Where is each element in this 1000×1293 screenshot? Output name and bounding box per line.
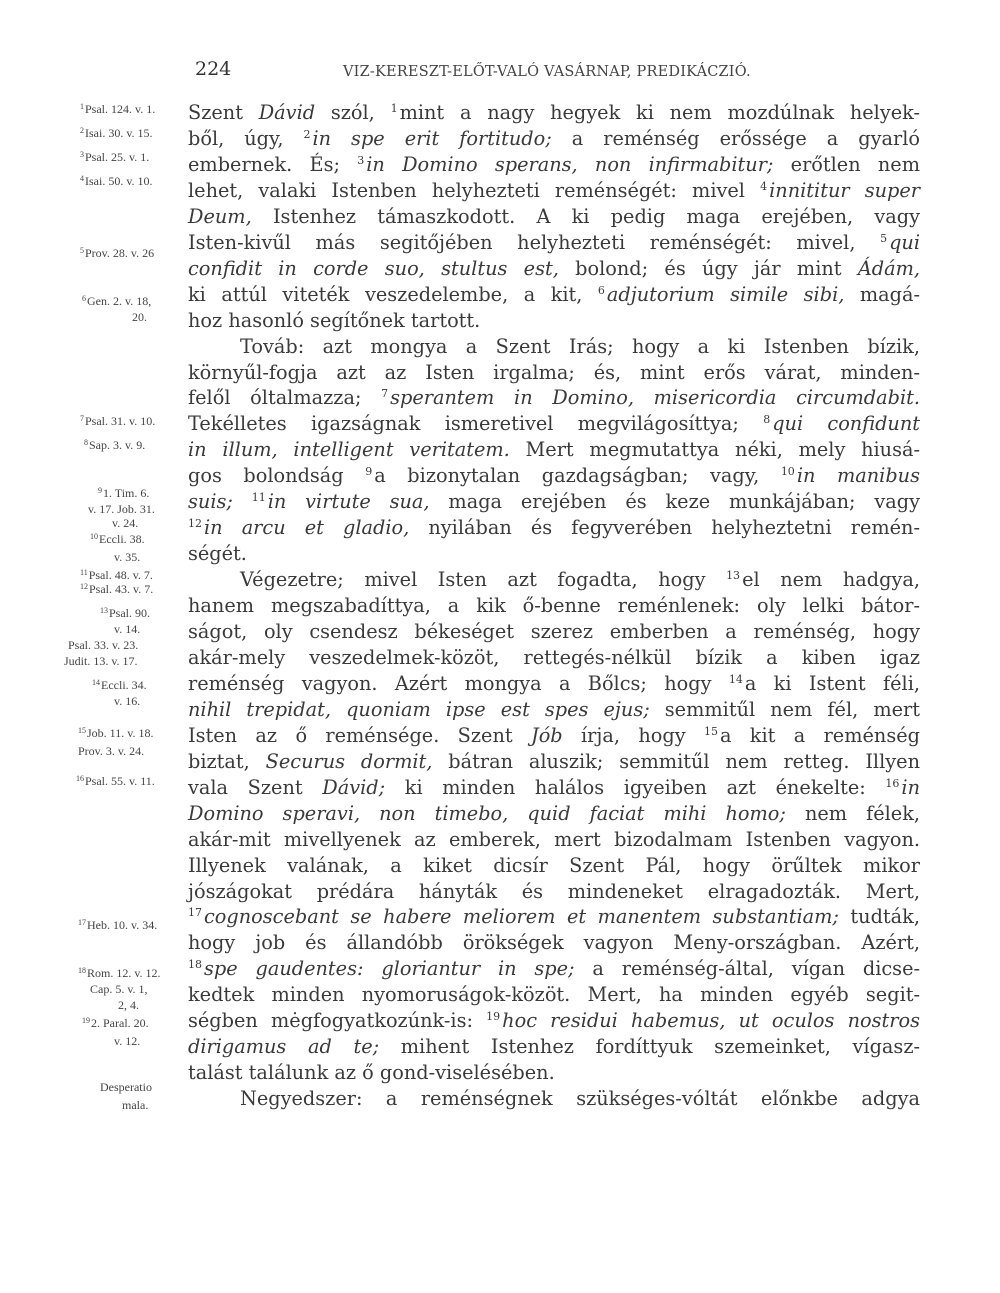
text-line: akár-mit mivellyenek az emberek, mert bizodalmam Istenben vagyon. (188, 827, 920, 851)
text-line: Tekélletes igazságnak ismeretivel megvilágosíttya; $^8$ qui confidunt (188, 412, 921, 436)
margin-note: $^5$Prov. 28. v. 26 (80, 246, 155, 260)
margin-note: Psal. 33. v. 23. (68, 638, 139, 652)
text-line: $^{12}$ in arcu et gladio, nyilában és fegyverében helyheztetni remén- (188, 516, 920, 540)
margin-note: $^6$Gen. 2. v. 18, (82, 294, 152, 308)
text-line: lehet, valaki Istenben helyhezteti reménségét: mivel $^4$ innititur super (188, 178, 920, 202)
text-line: hogy job és állandóbb örökségek vagyon Meny-országban. Azért, (188, 931, 920, 955)
text-line: Szent Dávid szól, $^1$ mint a nagy hegyek ki nem mozdúlnak helyek- (188, 101, 921, 124)
margin-note: $^7$Psal. 31. v. 10. (80, 414, 156, 428)
margin-note: $^{18}$Rom. 12. v. 12. (78, 966, 161, 980)
text-line: biztat, Securus dormit, bátran aluszik; semmitűl nem retteg. Illyen (188, 749, 920, 773)
margin-note: Desperatio (100, 1080, 152, 1094)
margin-note: $^{16}$Psal. 55. v. 11. (76, 774, 155, 788)
margin-note: $^{19}$2. Paral. 20. (82, 1016, 149, 1030)
margin-note: $^1$Psal. 124. v. 1. (80, 102, 156, 116)
margin-note: v. 12. (114, 1034, 141, 1048)
margin-note: Cap. 5. v. 1, (90, 982, 148, 996)
margin-note: $^2$Isai. 30. v. 15. (80, 126, 153, 140)
text-line: gos bolondság $^9$ a bizonytalan gazdagságban; vagy, $^{10}$ in manibus (188, 464, 920, 488)
margin-note: v. 14. (114, 622, 141, 636)
text-line: ségben mėgfogyatkozúnk-is: $^{19}$ hoc residui habemus, ut oculos nostros (188, 1009, 921, 1033)
margin-note: $^{15}$Job. 11. v. 18. (78, 726, 154, 740)
text-line: dirigamus ad te; mihent Istenhez fordíttyuk szemeinket, vígasz- (188, 1035, 920, 1059)
margin-note: $^{14}$Eccli. 34. (92, 678, 147, 692)
text-line: confidit in corde suo, stultus est, bolond; és úgy jár mint Ádám, (188, 256, 920, 280)
text-line: in illum, intelligent veritatem. Mert megmutattya néki, mely hiusá- (188, 438, 920, 462)
text-line: ségét. (188, 542, 247, 566)
text-line: ki attúl viteték veszedelembe, a kit, $^6$ adjutorium simile sibi, magá- (188, 282, 920, 306)
margin-note: $^4$Isai. 50. v. 10. (80, 174, 153, 188)
text-line: nihil trepidat, quoniam ipse est spes ejus; semmitűl nem fél, mert (188, 697, 920, 721)
text-line: kedtek minden nyomoruságok-közöt. Mert, ha minden egyéb segit- (188, 983, 920, 1007)
text-line: jószágokat prédára hányták és mindeneket elragadozták. Mert, (188, 879, 920, 903)
text-line: embernek. És; $^3$ in Domino sperans, non infirmabitur; erőtlen nem (188, 152, 920, 176)
margin-note: v. 16. (114, 694, 141, 708)
margin-note: 2, 4. (118, 998, 139, 1012)
margin-note: mala. (122, 1098, 149, 1112)
text-line: Deum, Istenhez támaszkodott. A ki pedig maga erejében, vagy (188, 204, 920, 228)
text-line: vala Szent Dávid; ki minden halálos igyeiben azt énekelte: $^{16}$ in (188, 775, 920, 799)
margin-note: $^8$Sap. 3. v. 9. (84, 438, 146, 452)
margin-note: Judit. 13. v. 17. (64, 654, 138, 668)
text-line: Továb: azt mongya a Szent Irás; hogy a ki Istenben bízik, (240, 334, 920, 358)
text-line: talást találunk az ő gond-viselésében. (188, 1061, 555, 1085)
text-line: ből, úgy, $^2$ in spe erit fortitudo; a reménség erőssége a gyarló (188, 126, 921, 150)
text-line: hanem megszabadíttya, a kik ő-benne reménlenek: oly lelki bátor- (188, 594, 920, 618)
text-line: Negyedszer: a reménségnek szükséges-vóltát előnkbe adgya (240, 1087, 920, 1111)
text-line: akár-mely veszedelmek-közöt, rettegés-nélkül bízik a kiben igaz (188, 645, 920, 669)
text-line: Illyenek valának, a kiket dicsír Szent Pál, hogy örűltek mikor (188, 853, 920, 877)
margin-note: $^9$1. Tim. 6. (98, 486, 150, 500)
text-line: hoz hasonló segítőnek tartott. (188, 308, 481, 332)
text-line: ságot, oly csendesz békeséget szerez emberben a reménség, hogy (188, 620, 920, 643)
text-line: reménség vagyon. Azért mongya a Bőlcs; hogy $^{14}$ a ki Istent féli, (188, 671, 920, 695)
page-number: 224 (195, 58, 232, 80)
text-line: $^{18}$ spe gaudentes: gloriantur in spe; a reménség-által, vígan dicse- (188, 957, 921, 981)
margin-note: $^{10}$Eccli. 38. (90, 532, 145, 546)
margin-note: $^{13}$Psal. 90. (100, 606, 151, 620)
margin-note: Prov. 3. v. 24. (78, 744, 145, 758)
text-line: suis; $^{11}$ in virtute sua, maga erejében és keze munkájában; vagy (188, 490, 920, 514)
text-line: Domino speravi, non timebo, quid faciat mihi homo; nem félek, (188, 801, 921, 825)
margin-note: v. 17. Job. 31. (88, 502, 155, 516)
margin-note: $^3$Psal. 25. v. 1. (80, 150, 150, 164)
margin-note: 20. (132, 310, 147, 324)
text-line: Isten-kivűl más segitőjében helyhezteti reménségét: mivel, $^5$ qui (188, 230, 920, 254)
text-line: felől óltalmazza; $^7$ sperantem in Domino, misericordia circumdabit. (188, 386, 920, 410)
text-line: Isten az ő reménsége. Szent Jób írja, hogy $^{15}$ a kit a reménség (188, 723, 920, 747)
margin-note: $^{11}$Psal. 48. v. 7. (80, 568, 153, 582)
margin-note: v. 35. (114, 550, 141, 564)
margin-note: $^{17}$Heb. 10. v. 34. (78, 918, 158, 932)
text-line: Végezetre; mivel Isten azt fogadta, hogy $^{13}$ el nem hadgya, (240, 568, 920, 592)
margin-note: v. 24. (112, 516, 139, 530)
text-line: $^{17}$ cognoscebant se habere meliorem et manentem substantiam; tudták, (188, 905, 920, 929)
running-header (0, 58, 1000, 88)
margin-note: $^{12}$Psal. 43. v. 7. (80, 582, 154, 596)
text-line: környűl-fogja azt az Isten irgalma; és, mint erős várat, minden- (188, 360, 920, 384)
running-title: VIZ-KERESZT-ELŐT-VALÓ VASÁRNAP, PREDIKÁCZIÓ. (343, 64, 751, 80)
